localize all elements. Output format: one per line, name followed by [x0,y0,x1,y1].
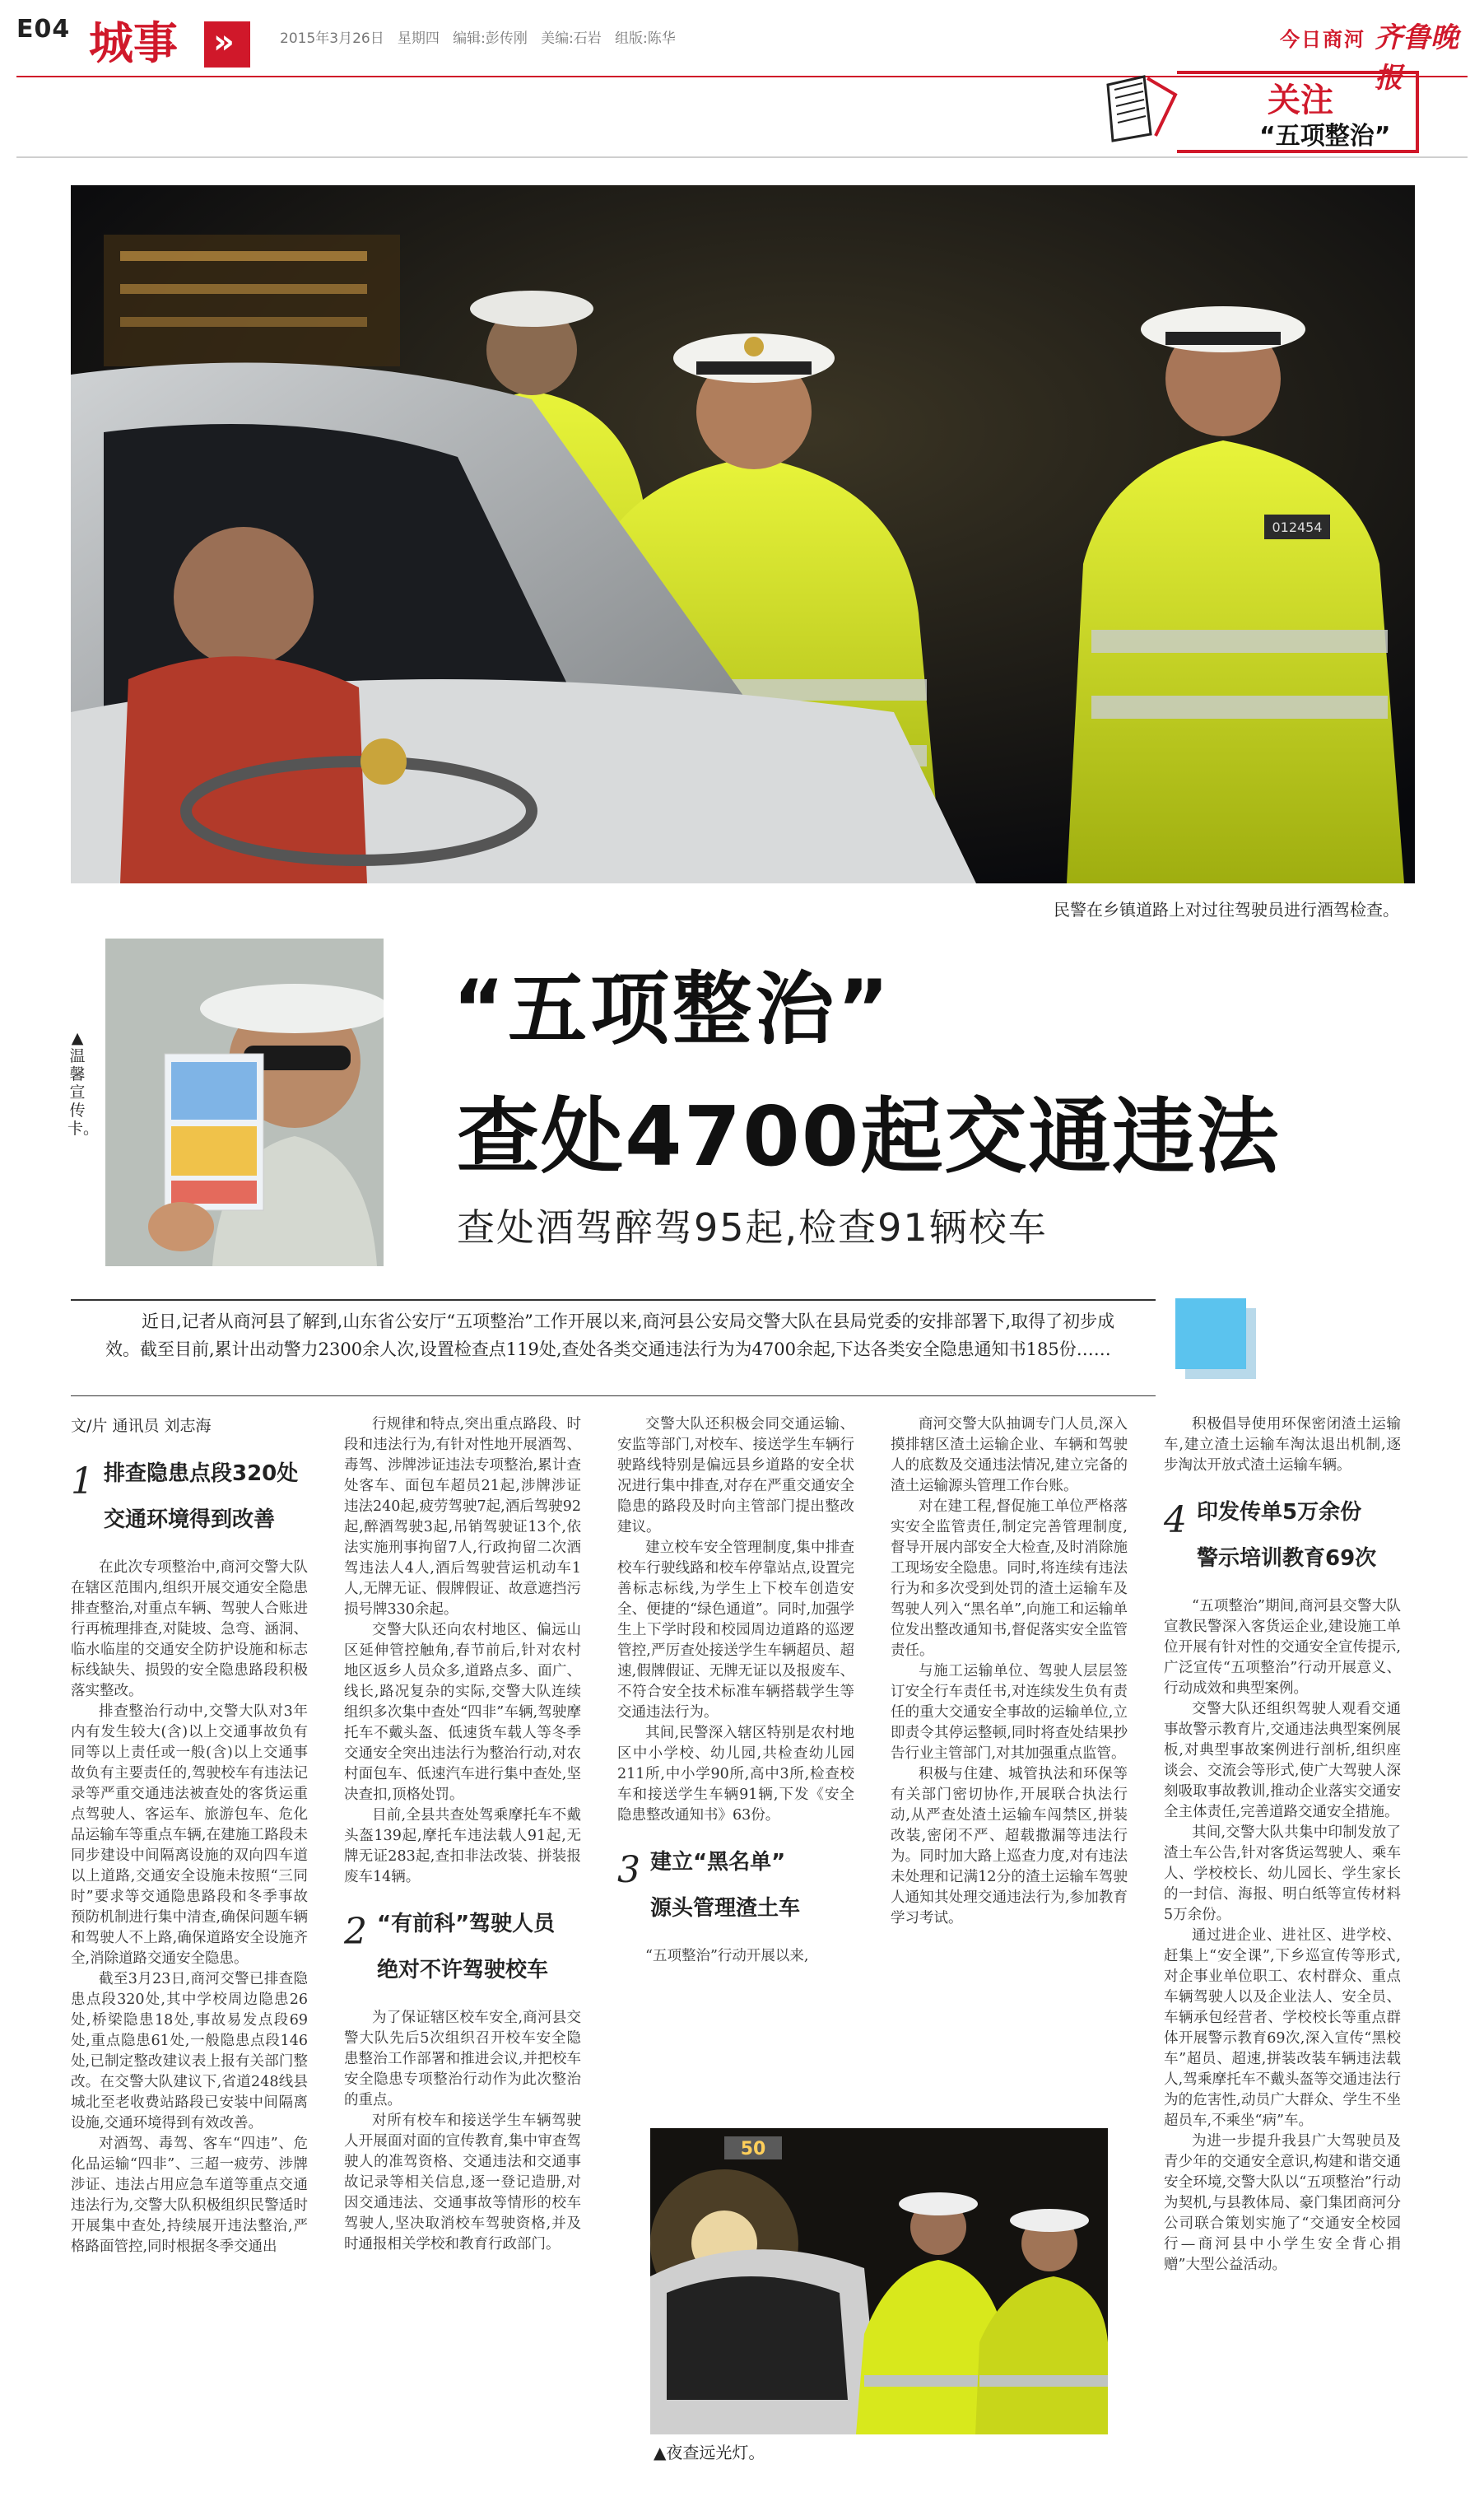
night-check-photo [650,2128,1108,2434]
night-check-illustration [650,2128,1108,2434]
body-paragraph: 截至3月23日,商河交警已排查隐患点段320处,其中学校周边隐患26处,桥梁隐患18处,事故易发点段69处,重点隐患61处,一般隐患点段146处,已制定整改建议表上报有关部门整改。在交警大队建议下,省道248线县城北至老收费站路段已安装中间隔离设施,交通环境得到有效改善。 [71,1971,308,2131]
focus-topic: “五项整治” [1259,122,1391,151]
decorative-square [1175,1298,1256,1379]
body-paragraph: 交警大队还积极会同交通运输、安监等部门,对校车、接送学生车辆行驶路线特别是偏远县乡道路的安全状况进行集中排查,对存在严重交通安全隐患的路段及时向主管部门提出整改建议。 [617,1416,854,1535]
focus-label: 关注 [1268,82,1333,119]
body-paragraph: 通过进企业、进社区、进学校、赶集上“安全课”,下乡巡宣传等形式,对企事业单位职工、农村群众、重点车辆驾驶人以及企业法人、安全员、车辆承包经营者、学校校长等重点群体开展警示教育69次,深入宣传“黑校车”超员、超速,拼装改装车辆违法载人,驾乘摩托车不戴头盔等交通违法行为的危害性,动员广大群众、学生不坐超员车,不乘坐“病”车。 [1164,1927,1401,2129]
body-paragraph: 积极与住建、城管执法和环保等有关部门密切协作,开展联合执法行动,从严查处渣土运输车闯禁区,拼装改装,密闭不严、超载撒漏等违法行为。同时加大路上巡查力度,对有违法未处理和记满12分的渣土运输车驾驶人通知其处理交通违法行为,参加教育学习考试。 [891,1766,1128,1926]
night-photo-caption: ▲夜查远光灯。 [654,2443,765,2462]
column-4 [891,1414,1128,1929]
column-1 [71,1414,308,2257]
section-heading-4: 4 印发传单5万余份 警示培训教育69次 [1164,1499,1377,1571]
body-paragraph: 对酒驾、毒驾、客车“四违”、危化品运输“四非”、三超一疲劳、涉牌涉证、违法占用应急车道等重点交通违法行为,交警大队积极组织民警适时开展集中查处,持续展开违法整治,严格路面管控,同时根据冬季交通出 [71,2136,308,2255]
section-heading-3: 3 建立“黑名单” 源头管理渣土车 [617,1849,801,1921]
body-paragraph: 其间,民警深入辖区特别是农村地区中小学校、幼儿园,共检查幼儿园211所,中小学90所,高中3所,检查校车和接送学生车辆91辆,下发《安全隐患整改通知书》63份。 [617,1725,854,1824]
body-paragraph: “五项整治”期间,商河县交警大队宣教民警深入客货运企业,建设施工单位开展有针对性的交通安全宣传提示,广泛宣传“五项整治”行动开展意义、行动成效和典型案例。 [1164,1598,1401,1697]
headline-topic: “五项整治” [453,963,893,1055]
officer-card-illustration [105,939,384,1266]
column-3 [617,1414,854,1967]
headline-subtitle: 查处酒驾醉驾95起,检查91辆校车 [457,1205,1048,1250]
body-paragraph: 在此次专项整治中,商河交警大队在辖区范围内,组织开展交通安全隐患排查整治,对重点车辆、驾驶人合账进行再梳理排查,对陡坡、急弯、涵洞、临水临崖的交通安全防护设施和标志标线缺失、损毁的安全隐患路段积极落实整改。 [71,1559,308,1699]
body-paragraph: “五项整治”行动开展以来, [645,1948,809,1964]
section-heading-1: 1 排查隐患点段320处 交通环境得到改善 [71,1460,299,1532]
body-paragraph: 为了保证辖区校车安全,商河县交警大队先后5次组织召开校车安全隐患整治工作部署和推进会议,并把校车安全隐患专项整治行动作为此次整治的重点。 [344,2010,581,2108]
headline-main: 查处4700起交通违法 [457,1088,1281,1185]
side-photo-caption: ▲温馨宣传卡。 [67,1029,100,1138]
byline: 文/片 通讯员 刘志海 [71,1417,212,1435]
page-number: E04 [16,15,71,44]
body-paragraph: 对所有校车和接送学生车辆驾驶人开展面对面的宣传教育,集中审查驾驶人的准驾资格、交通违法和交通事故记录等相关信息,逐一登记造册,对因交通违法、交通事故等情形的校车驾驶人,坚决取消校车驾驶资格,并及时通报相关学校和教育行政部门。 [344,2113,581,2252]
newspaper-logo: 齐鲁晚报 [1375,21,1458,95]
body-paragraph: 目前,全县共查处驾乘摩托车不戴头盔139起,摩托车违法载人91起,无牌无证283起,查扣非法改装、拼装报废车14辆。 [344,1807,581,1885]
body-paragraph: 商河交警大队抽调专门人员,深入摸排辖区渣土运输企业、车辆和驾驶人的底数及交通违法情况,建立完备的渣土运输源头管理工作台账。 [891,1416,1128,1494]
body-paragraph: 排查整治行动中,交警大队对3年内有发生较大(含)以上交通事故负有同等以上责任或一般(含)以上交通事故负有主要责任的,驾驶校车有违法记录等严重交通违法被查处的客货运重点驾驶人、客运车、旅游包车、危化品运输车等重点车辆,在建施工路段未同步建设中间隔离设施的双向四车道以上道路,交通安全设施未按照“三同时”要求等交通隐患路段和冬季事故预防机制进行集中清查,确保问题车辆和驾驶人不上路,确保道路安全设施齐全,消除道路交通安全隐患。 [71,1703,308,1967]
lead-paragraph: 近日,记者从商河县了解到,山东省公安厅“五项整治”工作开展以来,商河县公安局交警大队在县局党委的安排部署下,取得了初步成效。截至目前,累计出动警力2300余人次,设置检查点119处,查处各类交通违法行为为4700余起,下达各类安全隐患通知书185份…… [105,1311,1115,1359]
main-photo-caption: 民警在乡镇道路上对过往驾驶员进行酒驾检查。 [1054,900,1399,920]
column-1-text [71,1558,308,2257]
body-paragraph: 建立校车安全管理制度,集中排查校车行驶线路和校车停靠站点,设置完善标志标线,为学生上下校车创造安全、便捷的“绿色通道”。同时,加强学生上下学时段和校园周边道路的巡逻管控,严厉查处接送学生车辆超员、超速,假牌假证、无牌无证以及报废车、不符合安全技术标准车辆搭载学生等交通违法行为。 [617,1540,854,1721]
issue-meta: 2015年3月26日 星期四 编辑:彭传刚 美编:石岩 组版:陈华 [280,30,676,47]
safety-card-photo [105,939,384,1266]
body-paragraph: 交警大队还组织驾驶人观看交通事故警示教育片,交通违法典型案例展板,对典型事故案例进行剖析,组织座谈会、交流会等形式,使广大驾驶人深刻吸取事故教训,推动企业落实交通安全主体责任,完善道路交通安全措施。 [1164,1701,1401,1820]
notebook-icon [1101,70,1184,144]
police-checkpoint-illustration [71,185,1415,883]
body-paragraph: 与施工运输单位、驾驶人层层签订安全行车责任书,对连续发生负有责任的重大交通安全事故的运输单位,立即责令其停运整顿,同时将查处结果抄告行业主管部门,对其加强重点监管。 [891,1663,1128,1762]
header-divider [16,156,1468,158]
edition-name: 今日商河 [1280,28,1365,51]
body-paragraph: 行规律和特点,突出重点路段、时段和违法行为,有针对性地开展酒驾、毒驾、涉牌涉证违法专项整治,累计查处客车、面包车超员21起,涉牌涉证违法240起,疲劳驾驶7起,酒后驾驶92起,醉酒驾驶3起,吊销驾驶证13个,依法实施刑事拘留7人,行政拘留二次酒驾违法人4人,酒后驾驶营运机动车1人,无牌无证、假牌假证、故意遮挡污损号牌330余起。 [344,1416,581,1618]
body-paragraph: 积极倡导使用环保密闭渣土运输车,建立渣土运输车淘汰退出机制,逐步淘汰开放式渣土运输车辆。 [1164,1416,1401,1474]
body-paragraph: 对在建工程,督促施工单位严格落实安全监管责任,制定完善管理制度,督导开展内部安全大检查,及时消除施工现场安全隐患。同时,将连续有违法行为和多次受到处罚的渣土运输车及驾驶人列入“黑名单”,向施工和运输单位发出整改通知书,督促落实安全监管责任。 [891,1498,1128,1659]
section-heading-2: 2 “有前科”驾驶人员 绝对不许驾驶校车 [344,1911,556,1982]
body-paragraph: 为进一步提升我县广大驾驶员及青少年的交通安全意识,构建和谐交通安全环境,交警大队以“五项整治”行动为契机,与县教体局、豪门集团商河分公司联合策划实施了“交通安全校园行—商河县中小学生安全背心捐赠”大型公益活动。 [1164,2133,1401,2273]
section-title: 城事 [89,17,178,69]
main-photo [71,185,1415,883]
body-paragraph: 交警大队还向农村地区、偏远山区延伸管控触角,春节前后,针对农村地区返乡人员众多,道路点多、面广、线长,路况复杂的实际,交警大队连续组织多次集中查处“四非”车辆,驾驶摩托车不戴头盔、低速货车载人等冬季交通安全突出违法行为整治行动,对农村面包车、低速汽车进行集中查处,坚决查扣,顶格处罚。 [344,1622,581,1803]
body-paragraph: 其间,交警大队共集中印制发放了渣土车公告,针对客货运驾驶人、乘车人、学校校长、幼儿园长、学生家长的一封信、海报、明白纸等宣传材料5万余份。 [1164,1824,1401,1923]
speed-sign: 50 [740,2139,766,2159]
column-2 [344,1414,581,2255]
section-arrow-icon: » [204,21,250,68]
badge-number: 012454 [1272,519,1323,535]
column-5 [1164,1414,1401,2276]
